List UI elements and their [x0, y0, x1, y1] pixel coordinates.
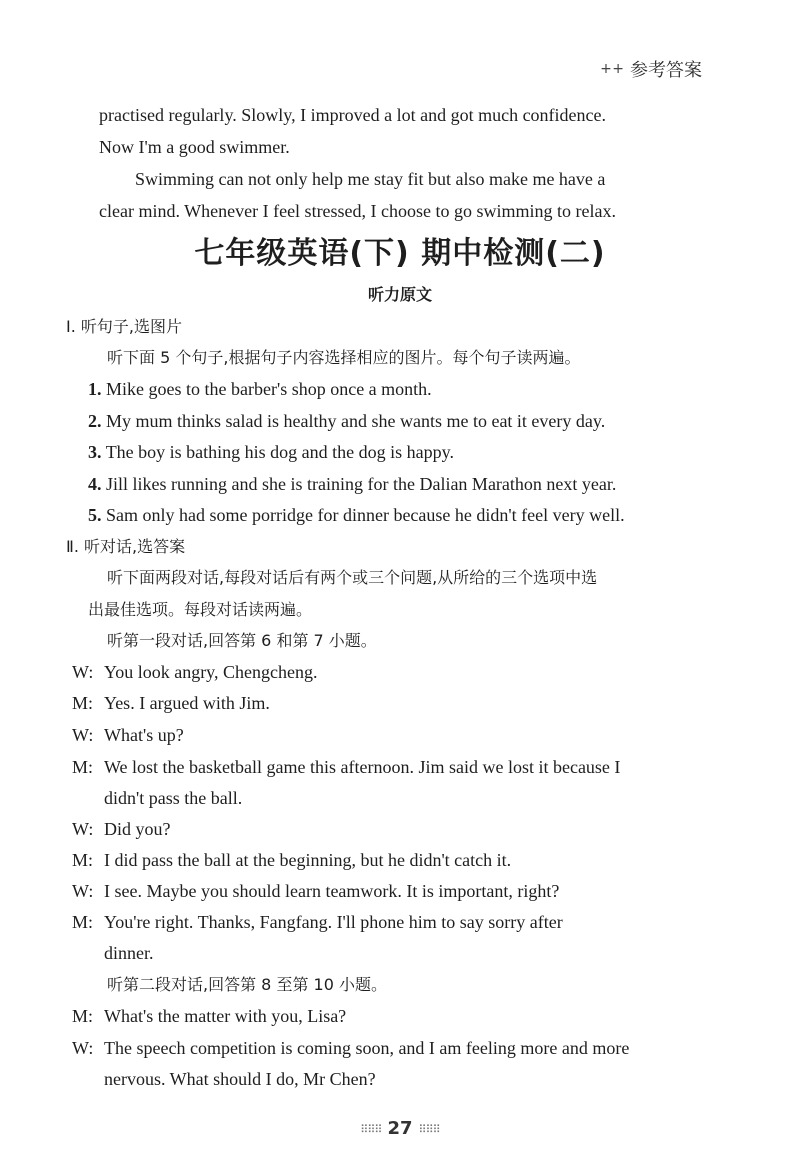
dialog2-intro: 听第二段对话,回答第 8 至第 10 小题。	[107, 975, 387, 994]
item-text: Jill likes running and she is training for the Dalian Marathon next year.	[106, 474, 617, 494]
essay-line-3: Swimming can not only help me stay fit but also make me have a	[135, 169, 606, 189]
dialog-text: You look angry, Chengcheng.	[104, 662, 318, 682]
dialog-line	[72, 849, 511, 871]
speaker-label: W:	[72, 1038, 94, 1058]
item-text: Sam only had some porridge for dinner because he didn't feel very well.	[106, 505, 625, 525]
dialog-text: Did you?	[104, 819, 171, 839]
item-number: 2.	[88, 411, 102, 431]
dialog-text: Yes. I argued with Jim.	[104, 693, 270, 713]
list-item	[88, 378, 432, 400]
item-number: 3.	[88, 442, 102, 462]
essay-line-1: practised regularly. Slowly, I improved a lot and got much confidence.	[99, 105, 607, 125]
item-number: 5.	[88, 505, 102, 525]
dialog-line	[72, 911, 563, 933]
item-text: My mum thinks salad is healthy and she wants me to eat it every day.	[106, 411, 606, 431]
page-title: 七年级英语(下) 期中检测(二)	[194, 236, 606, 271]
speaker-label: M:	[72, 912, 94, 932]
item-text: Mike goes to the barber's shop once a month.	[106, 379, 432, 399]
speaker-label: M:	[72, 693, 94, 713]
speaker-label: W:	[72, 725, 94, 745]
dialog-continuation: nervous. What should I do, Mr Chen?	[104, 1069, 376, 1089]
dialog-text: I did pass the ball at the beginning, but he didn't catch it.	[104, 850, 512, 870]
list-item	[88, 504, 625, 526]
dialog-line	[72, 818, 171, 840]
dialog-line	[72, 724, 184, 746]
page-number: 27	[387, 1118, 413, 1139]
section-subtitle: 听力原文	[367, 285, 432, 304]
dialog-line	[72, 661, 318, 683]
item-number: 4.	[88, 474, 102, 494]
dialog-text: I see. Maybe you should learn teamwork. It is important, right?	[104, 881, 560, 901]
page-header	[600, 56, 702, 82]
speaker-label: W:	[72, 819, 94, 839]
essay-line-2: Now I'm a good swimmer.	[99, 137, 290, 157]
dots-decoration-icon: ⠿⠿⠿	[418, 1122, 440, 1136]
dialog-line	[72, 1037, 629, 1059]
header-label: 参考答案	[630, 60, 702, 81]
speaker-label: M:	[72, 1006, 94, 1026]
list-item	[88, 441, 454, 463]
dialog-text: What's the matter with you, Lisa?	[104, 1006, 347, 1026]
speaker-label: M:	[72, 757, 94, 777]
item-number: 1.	[88, 379, 102, 399]
dialog-text: What's up?	[104, 725, 184, 745]
part2-instruction-1: 听下面两段对话,每段对话后有两个或三个问题,从所给的三个选项中选	[107, 568, 598, 587]
part2-instruction-2: 出最佳选项。每段对话读两遍。	[88, 600, 313, 619]
list-item	[88, 473, 616, 495]
dialog-continuation: didn't pass the ball.	[104, 788, 243, 808]
speaker-label: W:	[72, 881, 94, 901]
part1-instruction: 听下面 5 个句子,根据句子内容选择相应的图片。每个句子读两遍。	[107, 348, 581, 367]
dialog-text: We lost the basketball game this afternoon. Jim said we lost it because I	[104, 757, 621, 777]
speaker-label: W:	[72, 662, 94, 682]
sparkle-icon: + +	[600, 61, 622, 77]
dialog-text: The speech competition is coming soon, and I am feeling more and more	[104, 1038, 630, 1058]
dialog-line	[72, 756, 620, 778]
dialog1-intro: 听第一段对话,回答第 6 和第 7 小题。	[107, 631, 377, 650]
part1-heading: Ⅰ. 听句子,选图片	[66, 317, 182, 336]
item-text: The boy is bathing his dog and the dog is happy.	[105, 442, 454, 462]
dots-decoration-icon: ⠿⠿⠿	[360, 1122, 382, 1136]
speaker-label: M:	[72, 850, 94, 870]
essay-line-4: clear mind. Whenever I feel stressed, I choose to go swimming to relax.	[99, 201, 617, 221]
dialog-line	[72, 880, 559, 902]
dialog-text: You're right. Thanks, Fangfang. I'll phone him to say sorry after	[104, 912, 563, 932]
part2-heading: Ⅱ. 听对话,选答案	[66, 537, 186, 556]
dialog-continuation: dinner.	[104, 943, 154, 963]
dialog-line	[72, 1005, 346, 1027]
list-item	[88, 410, 605, 432]
dialog-line	[72, 692, 270, 714]
page-footer	[0, 1118, 800, 1139]
